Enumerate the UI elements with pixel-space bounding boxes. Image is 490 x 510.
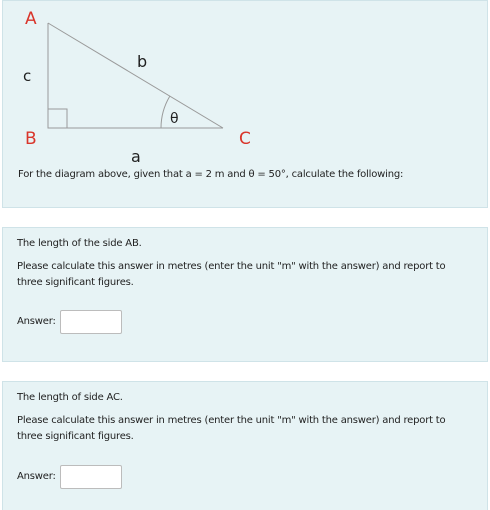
angle-arc xyxy=(161,96,170,128)
right-angle-marker xyxy=(48,109,67,128)
question-2-panel xyxy=(2,381,488,510)
question-1-answer-input[interactable] xyxy=(60,310,122,334)
angle-theta-label: θ xyxy=(170,111,179,127)
question-2-answer-input[interactable] xyxy=(60,465,122,489)
question-1-panel xyxy=(2,227,488,362)
side-b-label: b xyxy=(137,52,148,71)
triangle-diagram xyxy=(3,1,489,166)
vertex-a-label: A xyxy=(25,9,37,29)
question-intro-panel xyxy=(2,0,488,208)
question-1-answer-label: Answer: xyxy=(17,316,56,327)
vertex-c-label: C xyxy=(239,129,251,149)
question-2-instruction: Please calculate this answer in metres (enter the unit "m" with the answer) and report to three significant figures. xyxy=(17,415,446,442)
side-c-label: c xyxy=(23,67,32,85)
question-2-title: The length of side AC. xyxy=(17,392,123,403)
vertex-b-label: B xyxy=(25,129,37,149)
side-a-label: a xyxy=(131,147,141,166)
question-2-answer-label: Answer: xyxy=(17,471,56,482)
question-prompt: For the diagram above, given that a = 2 m and θ = 50°, calculate the following: xyxy=(18,169,404,180)
side-ac-line xyxy=(48,23,223,128)
question-1-title: The length of the side AB. xyxy=(17,238,142,249)
question-1-instruction: Please calculate this answer in metres (enter the unit "m" with the answer) and report to three significant figures. xyxy=(17,261,446,288)
